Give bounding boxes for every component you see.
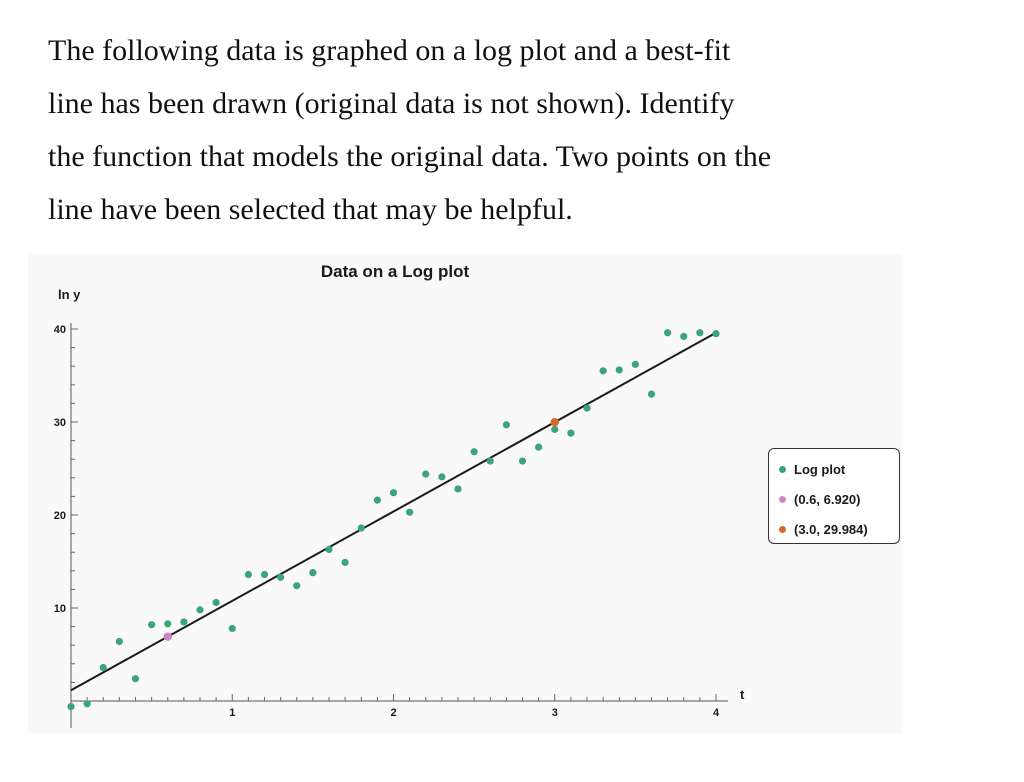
legend-marker-log-plot	[779, 466, 786, 473]
data-point	[535, 444, 542, 451]
data-point	[309, 569, 316, 576]
legend-label-point-b: (3.0, 29.984)	[794, 521, 868, 537]
x-tick-label: 4	[712, 707, 720, 719]
data-point	[567, 430, 574, 437]
chart-title: Data on a Log plot	[320, 262, 470, 281]
data-point	[487, 457, 494, 464]
data-point	[100, 664, 107, 671]
y-tick-label: 10	[53, 603, 66, 615]
legend-marker-point-b	[779, 526, 786, 533]
x-tick-label: 3	[551, 707, 558, 719]
data-point	[503, 421, 510, 428]
data-point	[148, 621, 155, 628]
data-point	[67, 703, 74, 710]
highlighted-point	[164, 632, 172, 640]
legend-item-point-a	[779, 484, 899, 514]
data-point	[696, 329, 703, 336]
data-point	[213, 599, 220, 606]
data-point	[277, 574, 284, 581]
data-point	[551, 426, 558, 433]
data-point	[374, 497, 381, 504]
problem-line-2: line has been drawn (original data is not shown). Identify	[48, 87, 735, 120]
data-points-layer	[67, 329, 719, 710]
data-point	[422, 470, 429, 477]
legend-item-log-plot	[779, 454, 899, 484]
data-point	[664, 329, 671, 336]
data-point	[180, 618, 187, 625]
y-tick-label: 40	[53, 324, 66, 336]
y-tick-label: 30	[53, 417, 66, 429]
legend-label-log-plot: Log plot	[794, 461, 846, 477]
data-point	[712, 330, 719, 337]
y-axis-label: ln y	[58, 287, 81, 302]
data-point	[438, 473, 445, 480]
data-point	[680, 333, 687, 340]
data-point	[116, 638, 123, 645]
highlighted-point	[551, 418, 559, 426]
data-point	[600, 367, 607, 374]
data-point	[616, 366, 623, 373]
data-point	[390, 489, 397, 496]
data-point	[358, 524, 365, 531]
data-point	[454, 485, 461, 492]
data-point	[632, 361, 639, 368]
data-point	[164, 620, 171, 627]
data-point	[342, 559, 349, 566]
chart-legend	[768, 448, 900, 544]
problem-line-1: The following data is graphed on a log plot and a best-fit	[48, 34, 731, 67]
data-point	[519, 457, 526, 464]
data-point	[471, 448, 478, 455]
data-point	[261, 571, 268, 578]
axes-layer	[54, 323, 728, 728]
y-tick-label: 20	[53, 510, 66, 522]
x-axis-label: t	[740, 687, 745, 702]
legend-marker-point-a	[779, 496, 786, 503]
data-point	[648, 391, 655, 398]
data-point	[84, 700, 91, 707]
data-point	[406, 509, 413, 516]
data-point	[245, 571, 252, 578]
x-tick-label: 1	[229, 707, 236, 719]
x-tick-label: 2	[390, 707, 397, 719]
data-point	[325, 546, 332, 553]
problem-line-4: line have been selected that may be helpful.	[48, 193, 573, 226]
legend-label-point-a: (0.6, 6.920)	[794, 491, 861, 507]
data-point	[583, 404, 590, 411]
legend-item-point-b	[779, 514, 899, 544]
data-point	[293, 582, 300, 589]
data-point	[132, 675, 139, 682]
data-point	[229, 625, 236, 632]
problem-line-3: the function that models the original data. Two points on the	[48, 140, 772, 173]
data-point	[196, 606, 203, 613]
